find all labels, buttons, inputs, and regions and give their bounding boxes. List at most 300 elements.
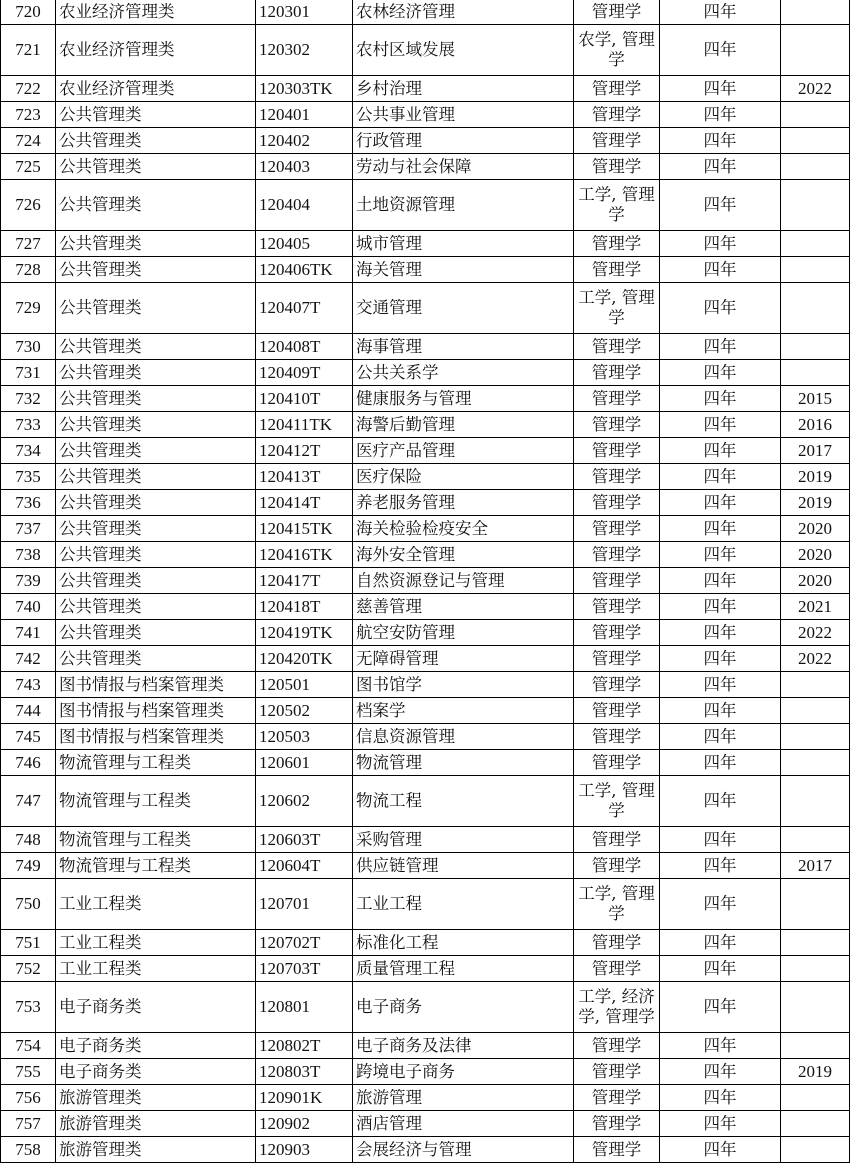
major-name-cell: 信息资源管理	[353, 724, 574, 750]
duration-cell: 四年	[660, 646, 781, 672]
degree-cell: 管理学	[574, 1033, 660, 1059]
duration-cell: 四年	[660, 542, 781, 568]
category-cell: 旅游管理类	[56, 1137, 256, 1163]
category-cell: 旅游管理类	[56, 1111, 256, 1137]
duration-cell: 四年	[660, 516, 781, 542]
category-cell: 公共管理类	[56, 490, 256, 516]
table-row	[1, 334, 850, 360]
category-cell: 公共管理类	[56, 620, 256, 646]
category-cell: 公共管理类	[56, 102, 256, 128]
major-code-cell: 120404	[256, 180, 353, 231]
major-code-cell: 120802T	[256, 1033, 353, 1059]
table-row	[1, 646, 850, 672]
major-name-cell: 养老服务管理	[353, 490, 574, 516]
year-cell	[781, 257, 850, 283]
row-number: 734	[1, 438, 56, 464]
duration-cell: 四年	[660, 672, 781, 698]
row-number: 728	[1, 257, 56, 283]
row-number: 725	[1, 154, 56, 180]
table-row	[1, 930, 850, 956]
category-cell: 公共管理类	[56, 360, 256, 386]
major-code-cell: 120901K	[256, 1085, 353, 1111]
major-name-cell: 采购管理	[353, 827, 574, 853]
category-cell: 物流管理与工程类	[56, 853, 256, 879]
category-cell: 公共管理类	[56, 412, 256, 438]
year-cell	[781, 827, 850, 853]
year-cell	[781, 879, 850, 930]
major-code-cell: 120410T	[256, 386, 353, 412]
major-name-cell: 标准化工程	[353, 930, 574, 956]
major-name-cell: 跨境电子商务	[353, 1059, 574, 1085]
duration-cell: 四年	[660, 180, 781, 231]
row-number: 732	[1, 386, 56, 412]
category-cell: 电子商务类	[56, 982, 256, 1033]
year-cell: 2022	[781, 76, 850, 102]
row-number: 748	[1, 827, 56, 853]
major-code-cell: 120413T	[256, 464, 353, 490]
year-cell: 2017	[781, 853, 850, 879]
year-cell	[781, 956, 850, 982]
year-cell: 2020	[781, 516, 850, 542]
duration-cell: 四年	[660, 386, 781, 412]
table-row	[1, 594, 850, 620]
duration-cell: 四年	[660, 1085, 781, 1111]
row-number: 751	[1, 930, 56, 956]
year-cell	[781, 750, 850, 776]
category-cell: 公共管理类	[56, 516, 256, 542]
category-cell: 旅游管理类	[56, 1085, 256, 1111]
major-code-cell: 120405	[256, 231, 353, 257]
table-row	[1, 1137, 850, 1163]
degree-cell: 管理学	[574, 257, 660, 283]
major-name-cell: 交通管理	[353, 283, 574, 334]
degree-cell: 管理学	[574, 464, 660, 490]
degree-cell: 管理学	[574, 102, 660, 128]
major-name-cell: 公共关系学	[353, 360, 574, 386]
duration-cell: 四年	[660, 334, 781, 360]
degree-cell: 管理学	[574, 594, 660, 620]
major-name-cell: 行政管理	[353, 128, 574, 154]
category-cell: 工业工程类	[56, 956, 256, 982]
duration-cell: 四年	[660, 930, 781, 956]
row-number: 741	[1, 620, 56, 646]
major-name-cell: 公共事业管理	[353, 102, 574, 128]
degree-cell: 管理学	[574, 930, 660, 956]
duration-cell: 四年	[660, 776, 781, 827]
duration-cell: 四年	[660, 490, 781, 516]
major-code-cell: 120801	[256, 982, 353, 1033]
row-number: 756	[1, 1085, 56, 1111]
degree-cell: 管理学	[574, 128, 660, 154]
category-cell: 公共管理类	[56, 464, 256, 490]
degree-cell: 工学, 管理学	[574, 879, 660, 930]
year-cell	[781, 776, 850, 827]
category-cell: 物流管理与工程类	[56, 750, 256, 776]
major-name-cell: 供应链管理	[353, 853, 574, 879]
category-cell: 公共管理类	[56, 257, 256, 283]
row-number: 731	[1, 360, 56, 386]
category-cell: 物流管理与工程类	[56, 827, 256, 853]
major-code-cell: 120903	[256, 1137, 353, 1163]
year-cell	[781, 128, 850, 154]
row-number: 739	[1, 568, 56, 594]
major-name-cell: 物流管理	[353, 750, 574, 776]
major-code-cell: 120603T	[256, 827, 353, 853]
row-number: 745	[1, 724, 56, 750]
duration-cell: 四年	[660, 1059, 781, 1085]
row-number: 735	[1, 464, 56, 490]
year-cell	[781, 930, 850, 956]
table-row	[1, 516, 850, 542]
degree-cell: 管理学	[574, 1059, 660, 1085]
major-name-cell: 海关检验检疫安全	[353, 516, 574, 542]
table-row	[1, 257, 850, 283]
table-row	[1, 853, 850, 879]
year-cell	[781, 1111, 850, 1137]
table-row	[1, 698, 850, 724]
duration-cell: 四年	[660, 360, 781, 386]
category-cell: 公共管理类	[56, 180, 256, 231]
major-code-cell: 120702T	[256, 930, 353, 956]
year-cell	[781, 698, 850, 724]
year-cell	[781, 25, 850, 76]
degree-cell: 工学, 管理学	[574, 283, 660, 334]
year-cell: 2022	[781, 620, 850, 646]
row-number: 752	[1, 956, 56, 982]
major-name-cell: 旅游管理	[353, 1085, 574, 1111]
row-number: 737	[1, 516, 56, 542]
row-number: 743	[1, 672, 56, 698]
year-cell	[781, 283, 850, 334]
table-row	[1, 464, 850, 490]
major-code-cell: 120302	[256, 25, 353, 76]
year-cell	[781, 982, 850, 1033]
row-number: 729	[1, 283, 56, 334]
degree-cell: 管理学	[574, 724, 660, 750]
major-name-cell: 海警后勤管理	[353, 412, 574, 438]
row-number: 720	[1, 0, 56, 25]
degree-cell: 管理学	[574, 516, 660, 542]
degree-cell: 管理学	[574, 412, 660, 438]
table-row	[1, 568, 850, 594]
degree-cell: 管理学	[574, 438, 660, 464]
row-number: 721	[1, 25, 56, 76]
category-cell: 图书情报与档案管理类	[56, 724, 256, 750]
year-cell	[781, 154, 850, 180]
table-body	[1, 0, 850, 1163]
degree-cell: 管理学	[574, 231, 660, 257]
duration-cell: 四年	[660, 724, 781, 750]
category-cell: 图书情报与档案管理类	[56, 698, 256, 724]
year-cell: 2016	[781, 412, 850, 438]
category-cell: 公共管理类	[56, 386, 256, 412]
year-cell	[781, 0, 850, 25]
major-code-cell: 120703T	[256, 956, 353, 982]
year-cell: 2019	[781, 1059, 850, 1085]
duration-cell: 四年	[660, 594, 781, 620]
table-row	[1, 1033, 850, 1059]
degree-cell: 管理学	[574, 1111, 660, 1137]
major-code-cell: 120419TK	[256, 620, 353, 646]
table-row	[1, 231, 850, 257]
major-code-cell: 120418T	[256, 594, 353, 620]
row-number: 723	[1, 102, 56, 128]
degree-cell: 工学, 经济学, 管理学	[574, 982, 660, 1033]
category-cell: 电子商务类	[56, 1033, 256, 1059]
category-cell: 公共管理类	[56, 231, 256, 257]
major-code-cell: 120303TK	[256, 76, 353, 102]
major-name-cell: 档案学	[353, 698, 574, 724]
category-cell: 公共管理类	[56, 568, 256, 594]
category-cell: 农业经济管理类	[56, 76, 256, 102]
duration-cell: 四年	[660, 750, 781, 776]
major-name-cell: 航空安防管理	[353, 620, 574, 646]
degree-cell: 管理学	[574, 853, 660, 879]
major-code-cell: 120401	[256, 102, 353, 128]
category-cell: 图书情报与档案管理类	[56, 672, 256, 698]
row-number: 722	[1, 76, 56, 102]
duration-cell: 四年	[660, 76, 781, 102]
row-number: 744	[1, 698, 56, 724]
year-cell: 2017	[781, 438, 850, 464]
degree-cell: 管理学	[574, 154, 660, 180]
degree-cell: 管理学	[574, 956, 660, 982]
category-cell: 工业工程类	[56, 879, 256, 930]
major-code-cell: 120414T	[256, 490, 353, 516]
major-code-cell: 120417T	[256, 568, 353, 594]
row-number: 746	[1, 750, 56, 776]
year-cell	[781, 180, 850, 231]
row-number: 757	[1, 1111, 56, 1137]
year-cell	[781, 231, 850, 257]
table-row	[1, 879, 850, 930]
row-number: 754	[1, 1033, 56, 1059]
year-cell: 2015	[781, 386, 850, 412]
major-name-cell: 质量管理工程	[353, 956, 574, 982]
duration-cell: 四年	[660, 283, 781, 334]
table-row	[1, 154, 850, 180]
year-cell: 2020	[781, 542, 850, 568]
year-cell: 2019	[781, 490, 850, 516]
table-row	[1, 490, 850, 516]
table-row	[1, 76, 850, 102]
major-name-cell: 乡村治理	[353, 76, 574, 102]
table-row	[1, 1059, 850, 1085]
row-number: 742	[1, 646, 56, 672]
duration-cell: 四年	[660, 412, 781, 438]
duration-cell: 四年	[660, 956, 781, 982]
major-code-cell: 120406TK	[256, 257, 353, 283]
degree-cell: 工学, 管理学	[574, 776, 660, 827]
table-row	[1, 0, 850, 25]
degree-cell: 管理学	[574, 698, 660, 724]
degree-cell: 管理学	[574, 672, 660, 698]
major-code-cell: 120701	[256, 879, 353, 930]
degree-cell: 管理学	[574, 646, 660, 672]
year-cell	[781, 672, 850, 698]
major-code-cell: 120602	[256, 776, 353, 827]
degree-cell: 管理学	[574, 386, 660, 412]
duration-cell: 四年	[660, 0, 781, 25]
degree-cell: 管理学	[574, 542, 660, 568]
duration-cell: 四年	[660, 1033, 781, 1059]
major-name-cell: 图书馆学	[353, 672, 574, 698]
major-code-cell: 120403	[256, 154, 353, 180]
major-name-cell: 电子商务及法律	[353, 1033, 574, 1059]
row-number: 749	[1, 853, 56, 879]
major-code-cell: 120902	[256, 1111, 353, 1137]
major-name-cell: 自然资源登记与管理	[353, 568, 574, 594]
degree-cell: 管理学	[574, 334, 660, 360]
degree-cell: 管理学	[574, 360, 660, 386]
major-name-cell: 电子商务	[353, 982, 574, 1033]
major-name-cell: 慈善管理	[353, 594, 574, 620]
major-name-cell: 海关管理	[353, 257, 574, 283]
row-number: 758	[1, 1137, 56, 1163]
duration-cell: 四年	[660, 620, 781, 646]
year-cell	[781, 1033, 850, 1059]
row-number: 755	[1, 1059, 56, 1085]
year-cell	[781, 360, 850, 386]
degree-cell: 工学, 管理学	[574, 180, 660, 231]
major-code-cell: 120415TK	[256, 516, 353, 542]
table-row	[1, 672, 850, 698]
table-row	[1, 360, 850, 386]
table-row	[1, 180, 850, 231]
degree-cell: 管理学	[574, 76, 660, 102]
major-code-cell: 120604T	[256, 853, 353, 879]
row-number: 733	[1, 412, 56, 438]
major-name-cell: 物流工程	[353, 776, 574, 827]
row-number: 738	[1, 542, 56, 568]
category-cell: 农业经济管理类	[56, 0, 256, 25]
major-code-cell: 120409T	[256, 360, 353, 386]
major-code-cell: 120420TK	[256, 646, 353, 672]
table-row	[1, 386, 850, 412]
year-cell	[781, 334, 850, 360]
degree-cell: 管理学	[574, 827, 660, 853]
degree-cell: 管理学	[574, 750, 660, 776]
major-name-cell: 无障碍管理	[353, 646, 574, 672]
table-row	[1, 620, 850, 646]
major-code-cell: 120411TK	[256, 412, 353, 438]
major-name-cell: 医疗保险	[353, 464, 574, 490]
duration-cell: 四年	[660, 128, 781, 154]
degree-cell: 管理学	[574, 0, 660, 25]
year-cell	[781, 1137, 850, 1163]
category-cell: 公共管理类	[56, 438, 256, 464]
duration-cell: 四年	[660, 827, 781, 853]
major-name-cell: 健康服务与管理	[353, 386, 574, 412]
row-number: 736	[1, 490, 56, 516]
major-code-cell: 120412T	[256, 438, 353, 464]
duration-cell: 四年	[660, 568, 781, 594]
row-number: 727	[1, 231, 56, 257]
table-row	[1, 1111, 850, 1137]
degree-cell: 管理学	[574, 490, 660, 516]
row-number: 724	[1, 128, 56, 154]
duration-cell: 四年	[660, 982, 781, 1033]
table-row	[1, 827, 850, 853]
major-code-cell: 120501	[256, 672, 353, 698]
major-code-cell: 120803T	[256, 1059, 353, 1085]
major-code-cell: 120301	[256, 0, 353, 25]
major-code-cell: 120408T	[256, 334, 353, 360]
major-code-cell: 120601	[256, 750, 353, 776]
category-cell: 电子商务类	[56, 1059, 256, 1085]
major-code-cell: 120416TK	[256, 542, 353, 568]
year-cell	[781, 724, 850, 750]
year-cell: 2020	[781, 568, 850, 594]
duration-cell: 四年	[660, 25, 781, 76]
category-cell: 农业经济管理类	[56, 25, 256, 76]
year-cell	[781, 102, 850, 128]
row-number: 753	[1, 982, 56, 1033]
category-cell: 公共管理类	[56, 283, 256, 334]
major-name-cell: 医疗产品管理	[353, 438, 574, 464]
duration-cell: 四年	[660, 1111, 781, 1137]
category-cell: 公共管理类	[56, 154, 256, 180]
major-name-cell: 海事管理	[353, 334, 574, 360]
duration-cell: 四年	[660, 231, 781, 257]
category-cell: 公共管理类	[56, 334, 256, 360]
table-row	[1, 982, 850, 1033]
duration-cell: 四年	[660, 257, 781, 283]
row-number: 750	[1, 879, 56, 930]
major-name-cell: 农村区域发展	[353, 25, 574, 76]
duration-cell: 四年	[660, 1137, 781, 1163]
year-cell: 2021	[781, 594, 850, 620]
duration-cell: 四年	[660, 464, 781, 490]
major-name-cell: 城市管理	[353, 231, 574, 257]
major-code-cell: 120407T	[256, 283, 353, 334]
major-name-cell: 酒店管理	[353, 1111, 574, 1137]
degree-cell: 农学, 管理学	[574, 25, 660, 76]
table-row	[1, 438, 850, 464]
degree-cell: 管理学	[574, 1137, 660, 1163]
year-cell: 2022	[781, 646, 850, 672]
major-code-cell: 120503	[256, 724, 353, 750]
category-cell: 公共管理类	[56, 128, 256, 154]
table-row	[1, 724, 850, 750]
duration-cell: 四年	[660, 154, 781, 180]
major-code-cell: 120502	[256, 698, 353, 724]
category-cell: 公共管理类	[56, 646, 256, 672]
major-code-cell: 120402	[256, 128, 353, 154]
category-cell: 公共管理类	[56, 594, 256, 620]
major-name-cell: 劳动与社会保障	[353, 154, 574, 180]
duration-cell: 四年	[660, 853, 781, 879]
row-number: 747	[1, 776, 56, 827]
row-number: 730	[1, 334, 56, 360]
table-row	[1, 542, 850, 568]
table-row	[1, 776, 850, 827]
year-cell: 2019	[781, 464, 850, 490]
major-name-cell: 海外安全管理	[353, 542, 574, 568]
duration-cell: 四年	[660, 698, 781, 724]
category-cell: 公共管理类	[56, 542, 256, 568]
major-name-cell: 会展经济与管理	[353, 1137, 574, 1163]
category-cell: 工业工程类	[56, 930, 256, 956]
major-name-cell: 土地资源管理	[353, 180, 574, 231]
duration-cell: 四年	[660, 102, 781, 128]
table-row	[1, 1085, 850, 1111]
table-row	[1, 283, 850, 334]
major-name-cell: 农林经济管理	[353, 0, 574, 25]
duration-cell: 四年	[660, 438, 781, 464]
table-row	[1, 128, 850, 154]
table-row	[1, 750, 850, 776]
